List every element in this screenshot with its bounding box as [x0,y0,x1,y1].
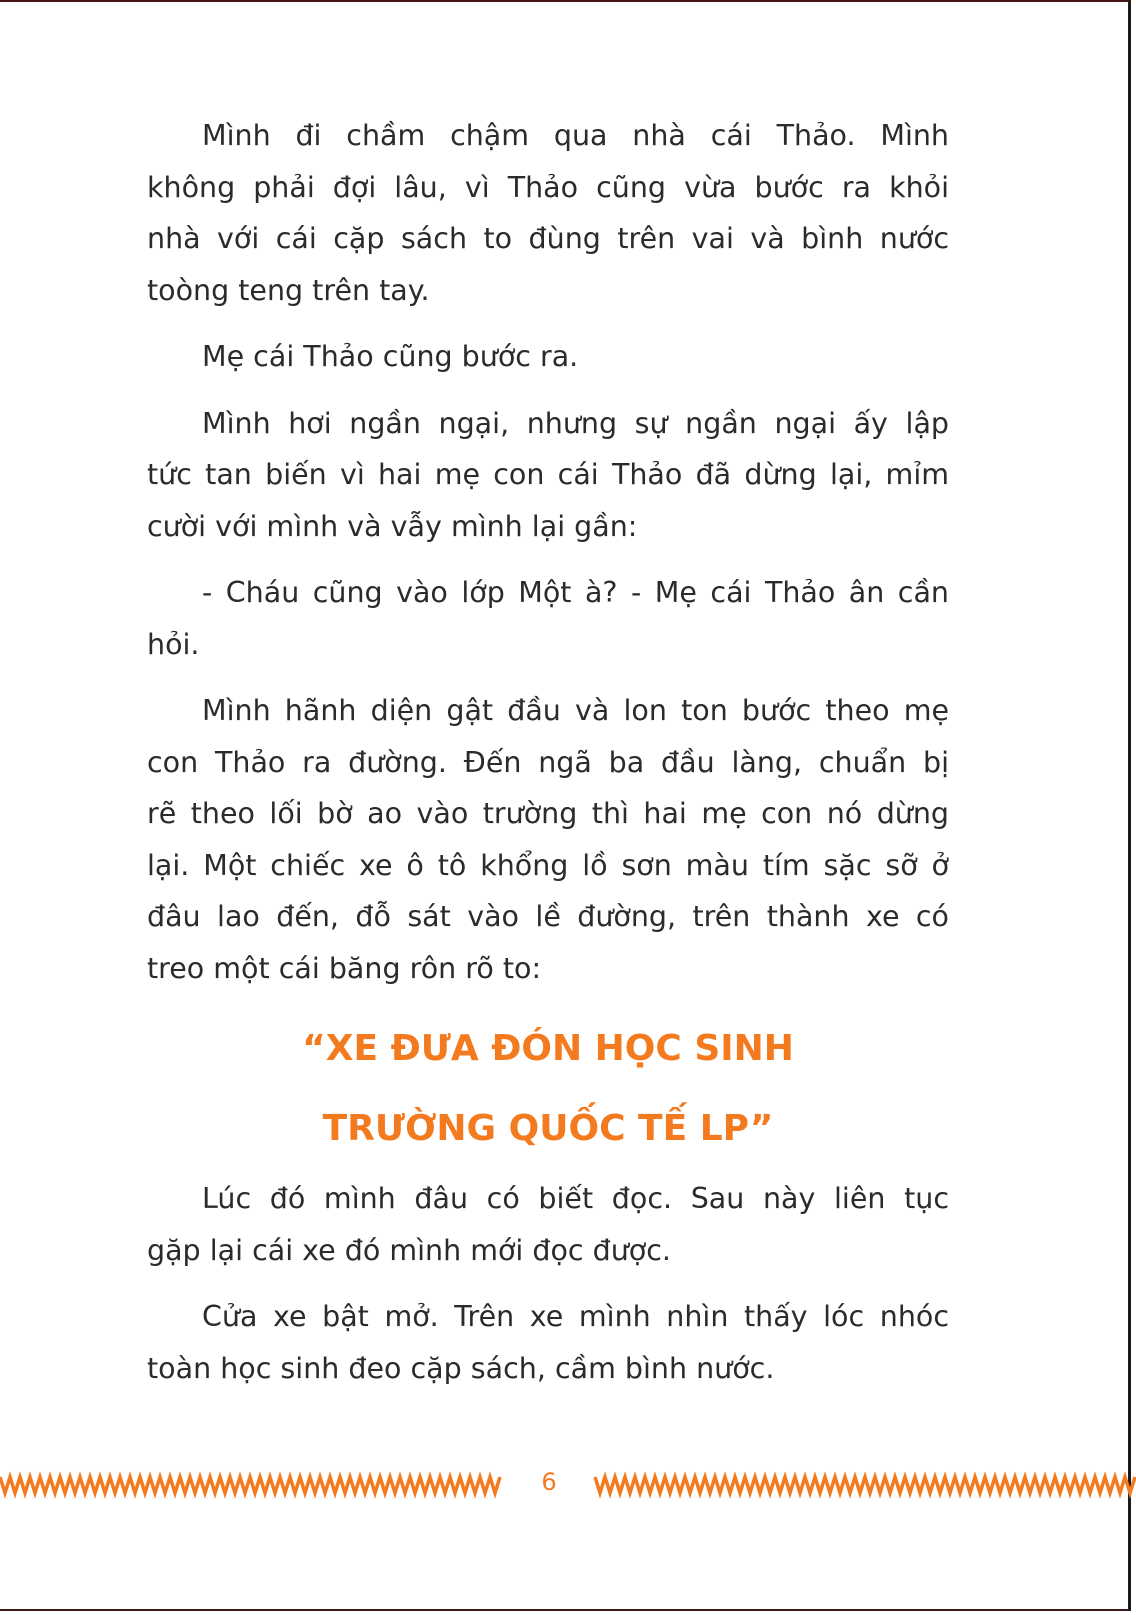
text-line: hỏi. [147,627,200,661]
text-line: đâu lao đến, đỗ sát vào lề đường, trên thành xe có [147,900,949,933]
text-line: con Thảo ra đường. Đến ngã ba đầu làng, chuẩn bị [147,745,949,779]
text-line: Mình hơi ngần ngại, nhưng sự ngần ngại ấy lập [202,406,949,440]
text-line: tức tan biến vì hai mẹ con cái Thảo đã dừng lại, mỉm [147,458,949,491]
paragraph [147,685,949,994]
text-line: lại. Một chiếc xe ô tô khổng lồ sơn màu tím sặc sỡ ở [147,848,949,882]
text-line: Mình đi chầm chậm qua nhà cái Thảo. Mình [202,119,949,152]
page-number: 6 [541,1468,557,1496]
zigzag-left [0,1477,500,1493]
text-line: Lúc đó mình đâu có biết đọc. Sau này liên tục [202,1182,949,1215]
paragraph [147,1291,949,1394]
text-line: không phải đợi lâu, vì Thảo cũng vừa bước ra khỏi [147,170,949,204]
banner-line: TRƯỜNG QUỐC TẾ LP” [322,1108,774,1149]
paragraph [147,331,949,383]
text-line: - Cháu cũng vào lớp Một à? - Mẹ cái Thảo ân cần [202,576,949,609]
text-line: Mẹ cái Thảo cũng bước ra. [202,340,579,373]
text-line: gặp lại cái xe đó mình mới đọc được. [147,1233,671,1267]
page-body [147,110,949,1409]
text-line: Mình hãnh diện gật đầu và lon ton bước theo mẹ [202,694,949,727]
banner-line: “XE ĐƯA ĐÓN HỌC SINH [302,1028,794,1069]
text-line: Cửa xe bật mở. Trên xe mình nhìn thấy lóc nhóc [202,1300,949,1333]
text-line: toàn học sinh đeo cặp sách, cầm bình nước. [147,1351,775,1385]
paragraph [147,398,949,553]
footer-zigzag-decoration [0,1460,1136,1510]
paragraph [147,1173,949,1276]
text-line: nhà với cái cặp sách to đùng trên vai và bình nước [147,222,949,255]
text-line: toòng teng trên tay. [147,273,430,307]
paragraph [147,110,949,316]
paragraph [147,567,949,670]
text-line: cười với mình và vẫy mình lại gần: [147,509,638,543]
text-line: rẽ theo lối bờ ao vào trường thì hai mẹ con nó dừng [147,797,949,830]
zigzag-right [595,1477,1135,1493]
text-line: treo một cái băng rôn rõ to: [147,951,542,985]
banner-heading [147,1009,949,1169]
